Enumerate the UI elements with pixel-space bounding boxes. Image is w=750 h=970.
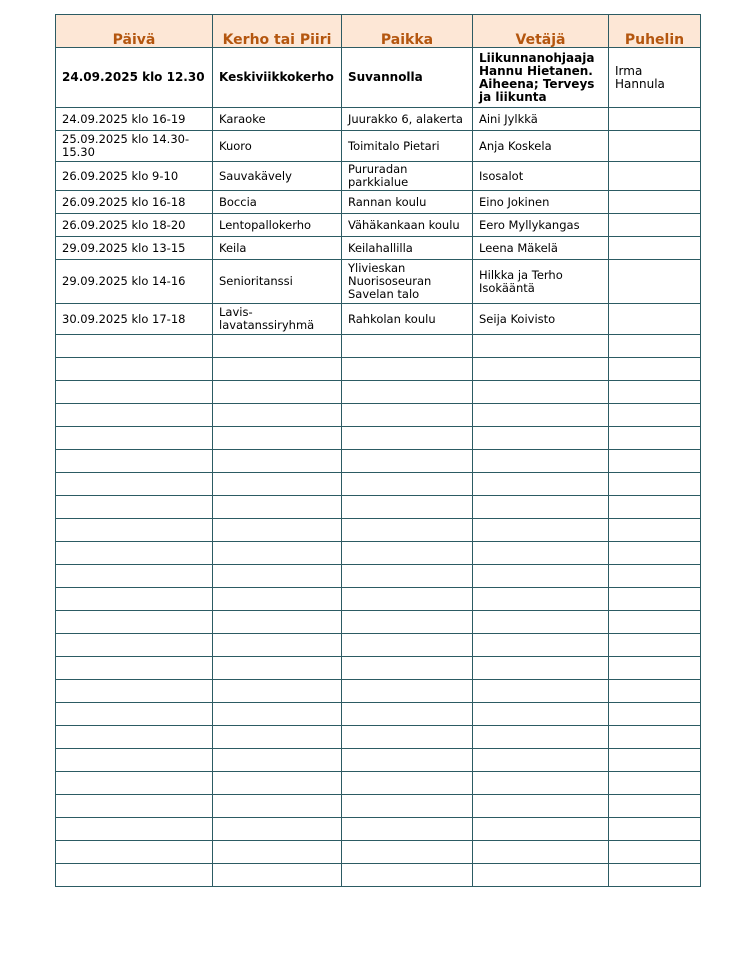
cell-date: 29.09.2025 klo 14-16 — [56, 260, 213, 304]
empty-cell — [213, 634, 342, 657]
empty-cell — [213, 795, 342, 818]
cell-club: Lentopallokerho — [213, 214, 342, 237]
empty-cell — [473, 726, 609, 749]
empty-table-row — [56, 634, 701, 657]
empty-cell — [473, 358, 609, 381]
empty-cell — [56, 864, 213, 887]
empty-cell — [56, 703, 213, 726]
cell-phone — [609, 162, 701, 191]
cell-place: Vähäkankaan koulu — [342, 214, 473, 237]
empty-cell — [342, 565, 473, 588]
cell-phone: Irma Hannula — [609, 48, 701, 108]
empty-cell — [609, 381, 701, 404]
empty-cell — [56, 726, 213, 749]
cell-date: 30.09.2025 klo 17-18 — [56, 304, 213, 335]
header-phone: Puhelin — [609, 15, 701, 48]
table-row — [56, 214, 701, 237]
cell-place: Rahkolan koulu — [342, 304, 473, 335]
empty-cell — [56, 772, 213, 795]
cell-leader: Eero Myllykangas — [473, 214, 609, 237]
table-body — [56, 48, 701, 887]
empty-cell — [609, 588, 701, 611]
empty-cell — [473, 335, 609, 358]
empty-table-row — [56, 381, 701, 404]
schedule-table — [55, 14, 701, 887]
empty-cell — [473, 634, 609, 657]
empty-cell — [473, 818, 609, 841]
empty-cell — [213, 841, 342, 864]
empty-table-row — [56, 726, 701, 749]
empty-cell — [473, 450, 609, 473]
empty-cell — [609, 772, 701, 795]
empty-cell — [473, 381, 609, 404]
empty-table-row — [56, 864, 701, 887]
empty-cell — [213, 680, 342, 703]
empty-cell — [56, 519, 213, 542]
cell-phone — [609, 260, 701, 304]
empty-cell — [213, 703, 342, 726]
table-row — [56, 237, 701, 260]
empty-cell — [213, 496, 342, 519]
empty-cell — [213, 588, 342, 611]
empty-cell — [213, 473, 342, 496]
empty-cell — [213, 772, 342, 795]
empty-cell — [56, 657, 213, 680]
cell-date: 26.09.2025 klo 9-10 — [56, 162, 213, 191]
cell-phone — [609, 191, 701, 214]
empty-table-row — [56, 772, 701, 795]
empty-cell — [609, 496, 701, 519]
cell-date: 25.09.2025 klo 14.30-15.30 — [56, 131, 213, 162]
empty-cell — [473, 519, 609, 542]
empty-cell — [609, 634, 701, 657]
empty-table-row — [56, 427, 701, 450]
empty-cell — [473, 542, 609, 565]
table-row — [56, 48, 701, 108]
empty-cell — [609, 818, 701, 841]
empty-cell — [473, 795, 609, 818]
cell-place: Ylivieskan Nuorisoseuran Savelan talo — [342, 260, 473, 304]
empty-cell — [609, 749, 701, 772]
empty-cell — [609, 864, 701, 887]
empty-table-row — [56, 680, 701, 703]
empty-cell — [213, 519, 342, 542]
empty-cell — [473, 496, 609, 519]
empty-table-row — [56, 450, 701, 473]
empty-cell — [473, 588, 609, 611]
empty-cell — [342, 335, 473, 358]
empty-cell — [342, 795, 473, 818]
cell-date: 26.09.2025 klo 18-20 — [56, 214, 213, 237]
empty-cell — [342, 450, 473, 473]
empty-table-row — [56, 473, 701, 496]
empty-cell — [342, 749, 473, 772]
cell-date: 29.09.2025 klo 13-15 — [56, 237, 213, 260]
empty-cell — [342, 703, 473, 726]
empty-cell — [609, 680, 701, 703]
empty-cell — [473, 473, 609, 496]
empty-cell — [473, 680, 609, 703]
cell-club: Keila — [213, 237, 342, 260]
table-row — [56, 131, 701, 162]
empty-cell — [213, 818, 342, 841]
cell-place: Suvannolla — [342, 48, 473, 108]
cell-place: Juurakko 6, alakerta — [342, 108, 473, 131]
empty-cell — [342, 611, 473, 634]
empty-cell — [213, 864, 342, 887]
empty-cell — [213, 335, 342, 358]
cell-leader: Eino Jokinen — [473, 191, 609, 214]
table-row — [56, 162, 701, 191]
empty-cell — [609, 473, 701, 496]
empty-table-row — [56, 519, 701, 542]
empty-cell — [473, 749, 609, 772]
cell-leader: Isosalot — [473, 162, 609, 191]
header-row — [56, 15, 701, 48]
empty-cell — [56, 565, 213, 588]
cell-place: Rannan koulu — [342, 191, 473, 214]
empty-cell — [56, 450, 213, 473]
empty-table-row — [56, 588, 701, 611]
empty-cell — [342, 726, 473, 749]
cell-club: Karaoke — [213, 108, 342, 131]
empty-cell — [213, 427, 342, 450]
empty-table-row — [56, 335, 701, 358]
cell-club: Keskiviikkokerho — [213, 48, 342, 108]
empty-cell — [342, 864, 473, 887]
empty-cell — [473, 703, 609, 726]
empty-cell — [609, 542, 701, 565]
empty-cell — [342, 818, 473, 841]
cell-date: 24.09.2025 klo 16-19 — [56, 108, 213, 131]
empty-cell — [342, 588, 473, 611]
empty-cell — [56, 795, 213, 818]
cell-phone — [609, 108, 701, 131]
empty-cell — [213, 450, 342, 473]
empty-cell — [56, 358, 213, 381]
empty-table-row — [56, 795, 701, 818]
empty-cell — [342, 473, 473, 496]
empty-cell — [342, 680, 473, 703]
empty-cell — [213, 611, 342, 634]
empty-table-row — [56, 749, 701, 772]
empty-cell — [213, 657, 342, 680]
cell-club: Boccia — [213, 191, 342, 214]
empty-cell — [213, 565, 342, 588]
cell-leader: Seija Koivisto — [473, 304, 609, 335]
empty-cell — [342, 841, 473, 864]
empty-cell — [56, 680, 213, 703]
empty-cell — [473, 772, 609, 795]
table-row — [56, 260, 701, 304]
empty-table-row — [56, 841, 701, 864]
empty-cell — [342, 496, 473, 519]
empty-cell — [609, 565, 701, 588]
cell-phone — [609, 237, 701, 260]
table-row — [56, 108, 701, 131]
empty-cell — [473, 841, 609, 864]
cell-phone — [609, 214, 701, 237]
header-date: Päivä — [56, 15, 213, 48]
cell-leader: Leena Mäkelä — [473, 237, 609, 260]
empty-cell — [56, 634, 213, 657]
empty-table-row — [56, 565, 701, 588]
empty-table-row — [56, 358, 701, 381]
empty-table-row — [56, 542, 701, 565]
empty-cell — [609, 841, 701, 864]
empty-table-row — [56, 611, 701, 634]
cell-club: Senioritanssi — [213, 260, 342, 304]
empty-cell — [473, 611, 609, 634]
empty-cell — [609, 335, 701, 358]
empty-cell — [56, 335, 213, 358]
empty-cell — [342, 772, 473, 795]
header-place: Paikka — [342, 15, 473, 48]
empty-cell — [342, 657, 473, 680]
cell-date: 24.09.2025 klo 12.30 — [56, 48, 213, 108]
empty-cell — [342, 381, 473, 404]
empty-cell — [473, 427, 609, 450]
cell-club: Sauvakävely — [213, 162, 342, 191]
empty-cell — [56, 542, 213, 565]
cell-leader: Liikunnanohjaaja Hannu Hietanen. Aiheena; Terveys ja liikunta — [473, 48, 609, 108]
cell-club: Kuoro — [213, 131, 342, 162]
empty-cell — [609, 450, 701, 473]
empty-cell — [473, 565, 609, 588]
empty-cell — [213, 726, 342, 749]
table-row — [56, 304, 701, 335]
cell-leader: Aini Jylkkä — [473, 108, 609, 131]
cell-leader: Anja Koskela — [473, 131, 609, 162]
cell-place: Toimitalo Pietari — [342, 131, 473, 162]
cell-date: 26.09.2025 klo 16-18 — [56, 191, 213, 214]
empty-cell — [56, 611, 213, 634]
empty-cell — [56, 473, 213, 496]
empty-cell — [609, 404, 701, 427]
empty-table-row — [56, 657, 701, 680]
empty-cell — [56, 427, 213, 450]
empty-cell — [213, 404, 342, 427]
cell-club: Lavis-lavatanssiryhmä — [213, 304, 342, 335]
empty-table-row — [56, 818, 701, 841]
empty-cell — [56, 496, 213, 519]
empty-cell — [609, 611, 701, 634]
empty-cell — [609, 358, 701, 381]
empty-cell — [473, 864, 609, 887]
cell-place: Pururadan parkkialue — [342, 162, 473, 191]
cell-leader: Hilkka ja Terho Isokääntä — [473, 260, 609, 304]
empty-cell — [56, 818, 213, 841]
empty-cell — [56, 588, 213, 611]
empty-cell — [213, 358, 342, 381]
header-leader: Vetäjä — [473, 15, 609, 48]
empty-cell — [609, 427, 701, 450]
empty-cell — [342, 634, 473, 657]
empty-cell — [609, 726, 701, 749]
empty-cell — [56, 381, 213, 404]
cell-phone — [609, 304, 701, 335]
empty-cell — [609, 795, 701, 818]
empty-cell — [473, 657, 609, 680]
empty-cell — [213, 542, 342, 565]
table-row — [56, 191, 701, 214]
empty-cell — [342, 427, 473, 450]
empty-cell — [342, 542, 473, 565]
empty-table-row — [56, 703, 701, 726]
empty-table-row — [56, 404, 701, 427]
cell-phone — [609, 131, 701, 162]
empty-cell — [342, 519, 473, 542]
empty-cell — [609, 657, 701, 680]
empty-cell — [609, 519, 701, 542]
empty-cell — [342, 404, 473, 427]
empty-cell — [213, 749, 342, 772]
empty-cell — [342, 358, 473, 381]
empty-cell — [56, 404, 213, 427]
empty-cell — [56, 749, 213, 772]
empty-cell — [56, 841, 213, 864]
empty-cell — [213, 381, 342, 404]
empty-cell — [473, 404, 609, 427]
empty-table-row — [56, 496, 701, 519]
cell-place: Keilahallilla — [342, 237, 473, 260]
empty-cell — [609, 703, 701, 726]
header-club: Kerho tai Piiri — [213, 15, 342, 48]
